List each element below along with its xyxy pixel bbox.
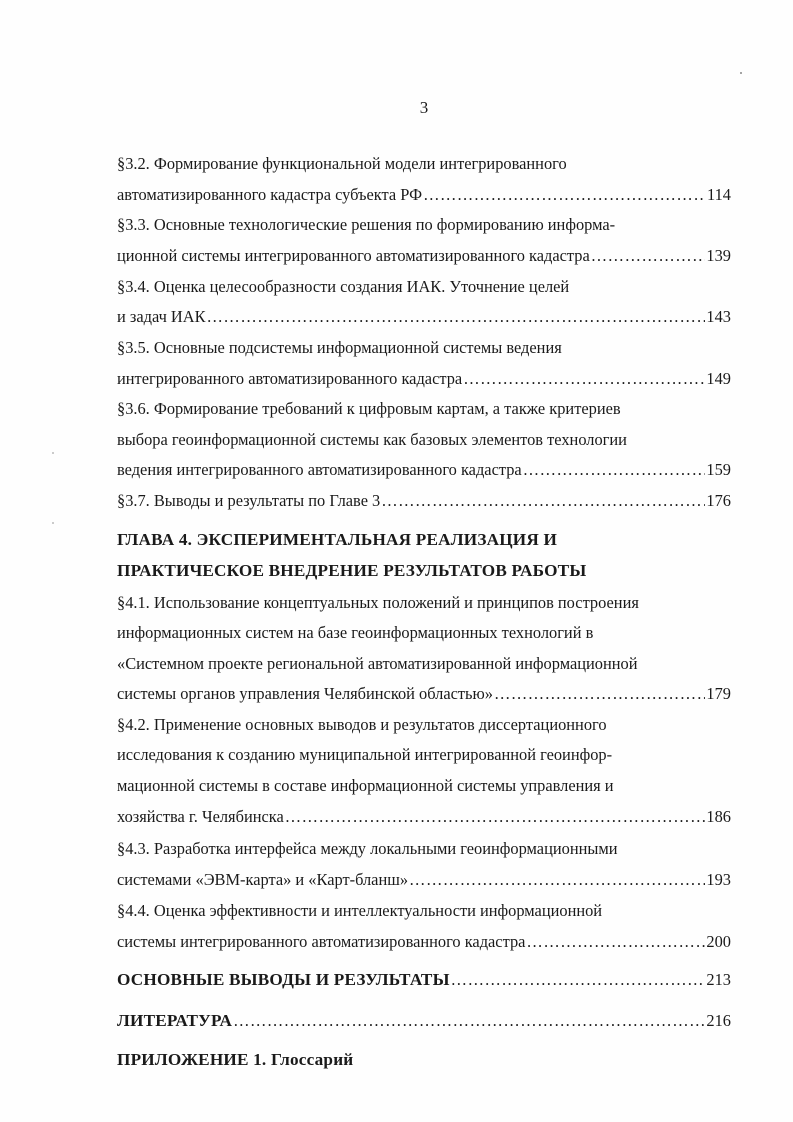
toc-entry-4-3 bbox=[117, 869, 731, 891]
toc-entry-title: §3.7. Выводы и результаты по Главе 3 bbox=[117, 491, 381, 510]
toc-entry-title: ведения интегрированного автоматизированного кадастра bbox=[117, 460, 522, 479]
toc-page-number: 114 bbox=[707, 185, 731, 204]
chapter-heading-line-2: ПРАКТИЧЕСКОЕ ВНЕДРЕНИЕ РЕЗУЛЬТАТОВ РАБОТЫ bbox=[117, 561, 587, 580]
toc-dot-leader bbox=[494, 683, 705, 705]
toc-page-number: 176 bbox=[706, 491, 731, 510]
toc-entry-4-2 bbox=[117, 806, 731, 828]
toc-page-number: 149 bbox=[706, 369, 731, 388]
toc-dot-leader bbox=[591, 245, 706, 267]
toc-dot-leader bbox=[409, 869, 705, 891]
toc-entry-literature bbox=[117, 1010, 731, 1032]
toc-dot-leader bbox=[233, 1010, 705, 1032]
toc-line: §3.5. Основные подсистемы информационной системы ведения bbox=[117, 338, 562, 357]
toc-line: §4.1. Использование концептуальных положений и принципов построения bbox=[117, 593, 639, 612]
toc-dot-leader bbox=[451, 969, 706, 991]
toc-line: §3.3. Основные технологические решения по формированию информа- bbox=[117, 215, 616, 234]
toc-line: §4.2. Применение основных выводов и результатов диссертационного bbox=[117, 715, 607, 734]
toc-line: мационной системы в составе информационной системы управления и bbox=[117, 776, 614, 795]
toc-line: информационных систем на базе геоинформационных технологий в bbox=[117, 623, 594, 642]
toc-dot-leader bbox=[381, 490, 705, 512]
page-number: 3 bbox=[419, 98, 429, 117]
scan-speck bbox=[52, 522, 54, 524]
toc-entry-3-5 bbox=[117, 368, 731, 390]
toc-entry-3-3 bbox=[117, 245, 731, 267]
toc-line: выбора геоинформационной системы как базовых элементов технологии bbox=[117, 430, 627, 449]
toc-entry-title: ОСНОВНЫЕ ВЫВОДЫ И РЕЗУЛЬТАТЫ bbox=[117, 970, 450, 989]
toc-dot-leader bbox=[207, 306, 706, 328]
toc-line: §4.3. Разработка интерфейса между локальными геоинформационными bbox=[117, 839, 618, 858]
toc-dot-leader bbox=[523, 459, 706, 481]
scan-speck bbox=[52, 452, 54, 454]
toc-entry-3-2 bbox=[117, 184, 731, 206]
toc-page-number: 213 bbox=[706, 970, 731, 989]
toc-page-number: 186 bbox=[706, 807, 731, 826]
toc-line: «Системном проекте региональной автоматизированной информационной bbox=[117, 654, 638, 673]
toc-dot-leader bbox=[423, 184, 706, 206]
toc-page-number: 200 bbox=[706, 932, 731, 951]
appendix-title: Глоссарий bbox=[270, 1050, 354, 1069]
toc-page-number: 216 bbox=[706, 1011, 731, 1030]
chapter-heading-line-1: ГЛАВА 4. ЭКСПЕРИМЕНТАЛЬНАЯ РЕАЛИЗАЦИЯ И bbox=[117, 530, 558, 549]
toc-dot-leader bbox=[463, 368, 705, 390]
toc-entry-title: ЛИТЕРАТУРА bbox=[117, 1011, 233, 1030]
toc-entry-title: автоматизированного кадастра субъекта РФ bbox=[117, 185, 423, 204]
toc-entry-4-1 bbox=[117, 683, 731, 705]
toc-entry-4-4 bbox=[117, 931, 731, 953]
toc-entry-title: системами «ЭВМ-карта» и «Карт-бланш» bbox=[117, 870, 409, 889]
toc-page-number: 159 bbox=[706, 460, 731, 479]
toc-entry-title: интегрированного автоматизированного кадастра bbox=[117, 369, 463, 388]
appendix-label: ПРИЛОЖЕНИЕ 1. bbox=[117, 1050, 267, 1069]
toc-entry-title: ционной системы интегрированного автоматизированного кадастра bbox=[117, 246, 590, 265]
toc-entry-3-6 bbox=[117, 459, 731, 481]
toc-entry-3-7 bbox=[117, 490, 731, 512]
toc-page-number: 193 bbox=[706, 870, 731, 889]
toc-page-number: 143 bbox=[706, 307, 731, 326]
toc-page-number: 179 bbox=[706, 684, 731, 703]
toc-line: §4.4. Оценка эффективности и интеллектуальности информационной bbox=[117, 901, 603, 920]
toc-entry-title: хозяйства г. Челябинска bbox=[117, 807, 284, 826]
toc-entry-appendix bbox=[117, 1049, 353, 1071]
toc-dot-leader bbox=[285, 806, 706, 828]
toc-entry-title: системы органов управления Челябинской областью» bbox=[117, 684, 493, 703]
toc-page-number: 139 bbox=[706, 246, 731, 265]
toc-line: §3.6. Формирование требований к цифровым картам, а также критериев bbox=[117, 399, 621, 418]
toc-dot-leader bbox=[526, 931, 705, 953]
toc-line: §3.2. Формирование функциональной модели интегрированного bbox=[117, 154, 567, 173]
toc-entry-title: и задач ИАК bbox=[117, 307, 206, 326]
toc-entry-3-4 bbox=[117, 306, 731, 328]
toc-entry-conclusions bbox=[117, 969, 731, 991]
toc-line: исследования к созданию муниципальной интегрированной геоинфор- bbox=[117, 745, 613, 764]
scan-speck bbox=[740, 72, 742, 74]
toc-entry-title: системы интегрированного автоматизированного кадастра bbox=[117, 932, 526, 951]
toc-line: §3.4. Оценка целесообразности создания ИАК. Уточнение целей bbox=[117, 277, 570, 296]
